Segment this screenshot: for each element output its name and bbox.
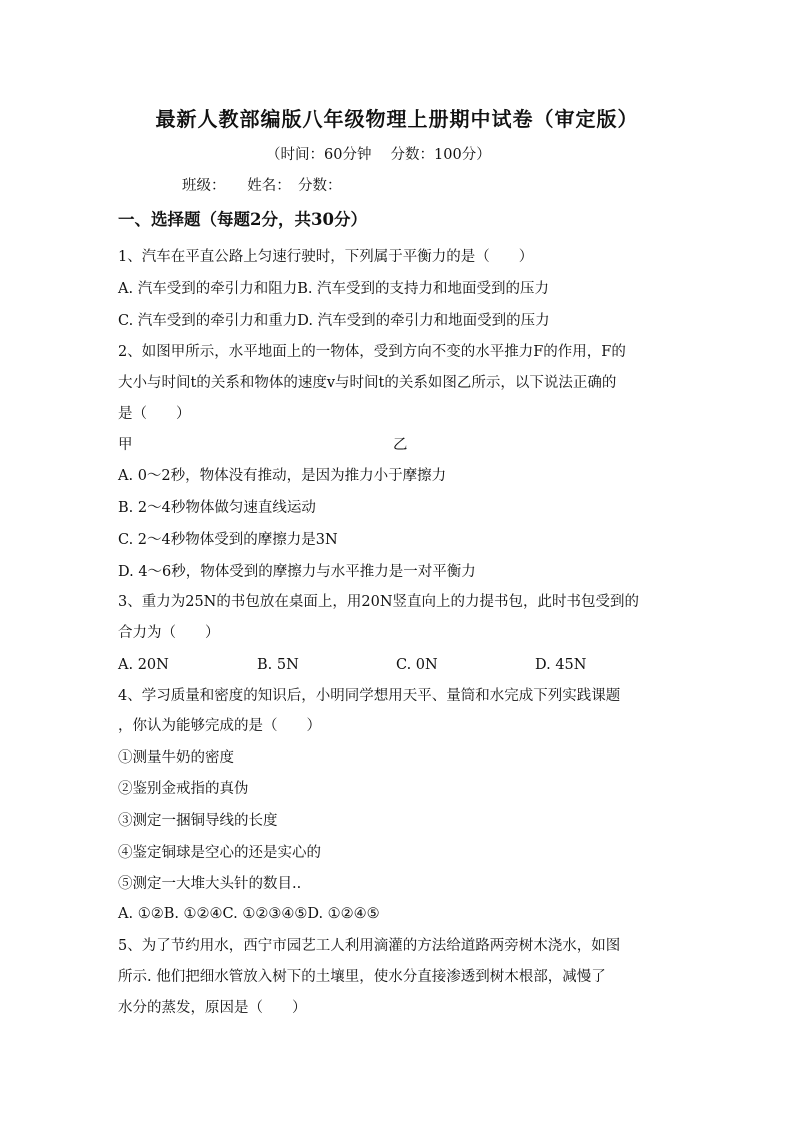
question-4-stem-line-2: ，你认为能够完成的是（ ）	[118, 718, 321, 734]
page-title: 最新人教部编版八年级物理上册期中试卷（审定版）	[155, 107, 639, 131]
question-4-item-3: ③测定一捆铜导线的长度	[118, 813, 278, 829]
question-3-option-c: C. 0N	[396, 657, 438, 673]
figure-label-yi: 乙	[393, 437, 408, 453]
question-5-stem-line-1: 5、为了节约用水，西宁市园艺工人利用滴灌的方法给道路两旁树木浇水，如图	[118, 938, 621, 954]
question-4-item-2: ②鉴别金戒指的真伪	[118, 781, 249, 797]
section-heading: 一、选择题（每题2分，共30分）	[118, 210, 367, 229]
question-2-option-a: A. 0～2秒，物体没有推动，是因为推力小于摩擦力	[118, 468, 447, 484]
question-4-options: A. ①②B. ①②④C. ①②③④⑤D. ①②④⑤	[118, 906, 380, 922]
question-2-stem-line-3: 是（ ）	[118, 406, 191, 422]
question-1-options-cd: C. 汽车受到的牵引力和重力D. 汽车受到的牵引力和地面受到的压力	[118, 313, 550, 329]
question-3-option-d: D. 45N	[535, 657, 587, 673]
question-4-stem-line-1: 4、学习质量和密度的知识后，小明同学想用天平、量筒和水完成下列实践课题	[118, 688, 621, 704]
question-3-stem-line-2: 合力为（ ）	[118, 625, 220, 641]
question-2-stem-line-1: 2、如图甲所示，水平地面上的一物体，受到方向不变的水平推力F的作用，F的	[118, 344, 626, 360]
question-2-option-c: C. 2～4秒物体受到的摩擦力是3N	[118, 532, 338, 548]
question-3-stem-line-1: 3、重力为25N的书包放在桌面上，用20N竖直向上的力提书包，此时书包受到的	[118, 594, 639, 610]
question-2-option-b: B. 2～4秒物体做匀速直线运动	[118, 500, 316, 516]
question-4-item-1: ①测量牛奶的密度	[118, 750, 234, 766]
question-1-options-ab: A. 汽车受到的牵引力和阻力B. 汽车受到的支持力和地面受到的压力	[118, 281, 550, 297]
question-4-item-5: ⑤测定一大堆大头针的数目..	[118, 876, 302, 892]
question-5-stem-line-2: 所示. 他们把细水管放入树下的土壤里，使水分直接渗透到树木根部，减慢了	[118, 969, 606, 985]
exam-info: （时间：60分钟 分数：100分）	[266, 147, 491, 163]
figure-label-jia: 甲	[118, 437, 133, 453]
question-3-option-a: A. 20N	[118, 657, 169, 673]
question-4-item-4: ④鉴定铜球是空心的还是实心的	[118, 845, 321, 861]
question-3-option-b: B. 5N	[257, 657, 299, 673]
question-2-stem-line-2: 大小与时间t的关系和物体的速度v与时间t的关系如图乙所示，以下说法正确的	[118, 375, 617, 391]
question-2-option-d: D. 4～6秒，物体受到的摩擦力与水平推力是一对平衡力	[118, 564, 476, 580]
question-1-stem: 1、汽车在平直公路上匀速行驶时，下列属于平衡力的是（ ）	[118, 249, 534, 265]
student-info: 班级： 姓名： 分数：	[182, 178, 342, 194]
question-5-stem-line-3: 水分的蒸发，原因是（ ）	[118, 1000, 307, 1016]
